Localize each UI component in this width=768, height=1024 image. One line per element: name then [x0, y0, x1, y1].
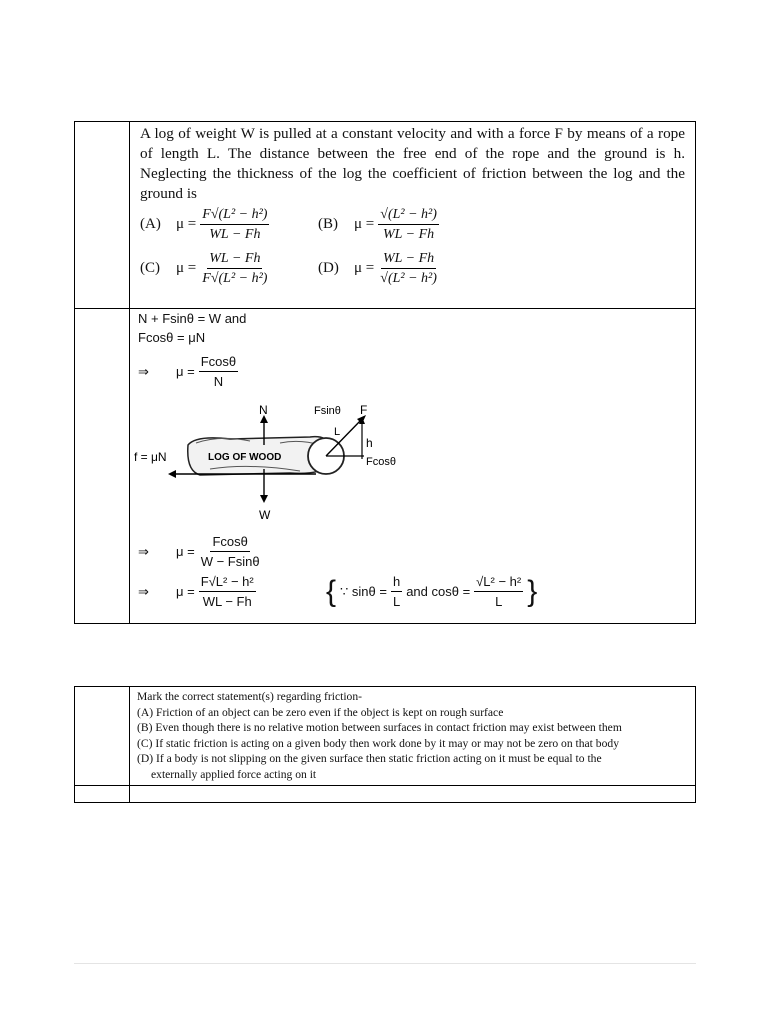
option-fraction: [378, 206, 439, 243]
option-c[interactable]: (C) If static friction is acting on a given body then work done by it may or may not be zero on that body: [137, 736, 619, 750]
mu-symbol: μ =: [354, 216, 375, 232]
options-block: [130, 204, 695, 296]
option-b[interactable]: [318, 206, 439, 243]
option-b[interactable]: (B) Even though there is no relative motion between surfaces in contact friction may exist between them: [137, 721, 622, 734]
fraction: [199, 533, 262, 570]
mu-symbol: μ =: [176, 584, 195, 599]
denominator: L: [392, 594, 401, 609]
fraction: [391, 573, 402, 610]
implies-symbol: ⇒: [138, 363, 149, 379]
fraction: [199, 573, 256, 610]
denominator: WL − Fh: [382, 227, 435, 242]
fsin-label: Fsinθ: [314, 405, 341, 417]
numerator: F√L² − h²: [199, 573, 256, 592]
numerator: WL − Fh: [381, 250, 436, 269]
denominator: WL − Fh: [202, 594, 252, 609]
denominator: WL − Fh: [209, 227, 261, 242]
denominator: N: [213, 374, 224, 389]
question-cell: [130, 687, 696, 786]
question-text: A log of weight W is pulled at a constant velocity and with a force F by means of a rope of length L. The distance between the free end of the rope and the ground is h. Neglecting the thickness of the log the coefficient of friction between the log and the ground is: [140, 125, 685, 202]
option-d[interactable]: (D) If a body is not slipping on the given surface then static friction acting on it must be equal to the: [137, 752, 602, 765]
mu-symbol: μ =: [176, 260, 197, 276]
weight-label: W: [259, 508, 271, 522]
page-footer-divider: [74, 963, 696, 964]
fraction: [199, 353, 238, 390]
and-cos-text: and cosθ =: [406, 584, 471, 599]
equation-2: Fcosθ = μN: [138, 330, 206, 345]
equation-3: [138, 353, 238, 390]
numerator: h: [391, 573, 402, 592]
normal-force-label: N: [259, 405, 268, 417]
option-label: (D): [318, 260, 339, 276]
option-fraction: [200, 206, 269, 243]
option-label: (B): [318, 216, 338, 232]
option-fraction: [200, 250, 269, 287]
question-table-1: [74, 121, 696, 624]
numerator: Fcosθ: [199, 353, 238, 372]
height-label: h: [366, 436, 373, 450]
option-c[interactable]: [140, 250, 269, 287]
equation-4: [138, 533, 262, 570]
numerator: F√(L² − h²): [200, 206, 269, 225]
force-label: F: [360, 405, 368, 417]
option-a[interactable]: [140, 206, 269, 243]
denominator: F√(L² − h²): [202, 271, 268, 286]
solution-body: [130, 309, 695, 619]
question-number-cell: [75, 687, 130, 786]
option-label: (C): [140, 260, 160, 276]
option-a[interactable]: (A) Friction of an object can be zero even if the object is kept on rough surface: [137, 705, 504, 719]
denominator: W − Fsinθ: [200, 554, 260, 569]
option-fraction: [378, 250, 439, 287]
question-2-text: [130, 687, 695, 782]
numerator: √(L² − h²): [378, 206, 439, 225]
free-body-diagram: [130, 405, 420, 527]
implies-symbol: ⇒: [138, 583, 149, 599]
solution-number-cell: [75, 786, 130, 803]
implies-symbol: ⇒: [138, 543, 149, 559]
mu-symbol: μ =: [176, 364, 195, 379]
denominator: √(L² − h²): [380, 271, 437, 286]
question-cell: [130, 122, 696, 309]
friction-label: f = μN: [134, 450, 167, 464]
numerator: WL − Fh: [207, 250, 262, 269]
mu-symbol: μ =: [176, 216, 197, 232]
fcos-label: Fcosθ: [366, 456, 396, 468]
trig-relation: { ∵ sinθ = $\frac{h}{L}$ and cosθ = $\frac{\text{√L² − h²}}{L}$ }: [326, 574, 538, 609]
since-text: ∵ sinθ =: [340, 583, 387, 599]
question-table-2: [74, 686, 696, 803]
question-title: Mark the correct statement(s) regarding friction-: [137, 690, 363, 703]
option-d-continued: externally applied force acting on it: [151, 767, 317, 781]
mu-symbol: μ =: [176, 544, 195, 559]
solution-cell: [130, 786, 696, 803]
option-d[interactable]: [318, 250, 439, 287]
equation-5: [138, 573, 256, 610]
option-label: (A): [140, 216, 161, 232]
log-label: LOG OF WOOD: [208, 452, 282, 463]
numerator: √L² − h²: [474, 573, 523, 592]
fraction: [474, 573, 523, 610]
mu-symbol: μ =: [354, 260, 375, 276]
question-number-cell: [75, 122, 130, 309]
rope-length-label: L: [334, 426, 341, 438]
numerator: Fcosθ: [210, 533, 249, 552]
equation-1: N + Fsinθ = W and: [138, 311, 247, 326]
solution-cell: [130, 309, 696, 624]
solution-number-cell: [75, 309, 130, 624]
denominator: L: [495, 594, 503, 609]
